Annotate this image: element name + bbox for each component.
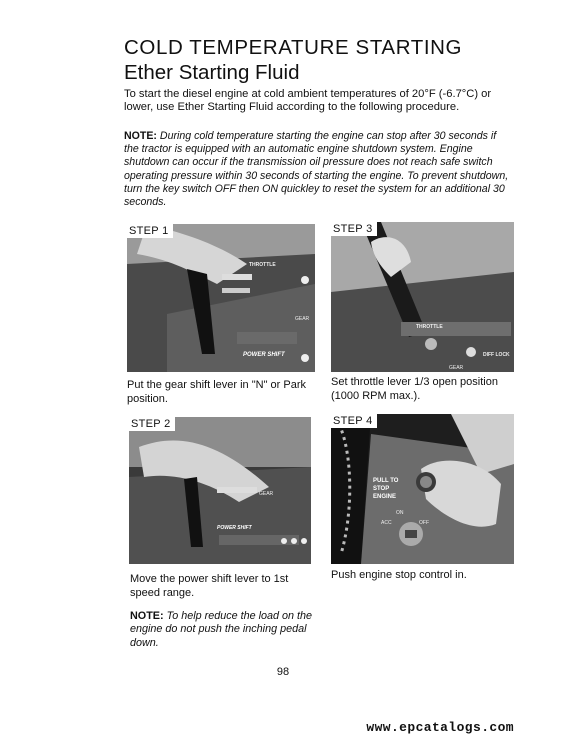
page-subtitle: Ether Starting Fluid (124, 61, 300, 84)
page-number: 98 (276, 666, 290, 678)
note-top-text: During cold temperature starting the engine can stop after 30 seconds if the tractor is equipped with an automatic engine shutdown system. Engine shutdown can occur if the transmission oil pressure does not reach safe switch operating pressure within 30 seconds of starting the engine. To prevent shutdown, turn the key switch OFF then ON quickley to reset the system for an additional 30 seconds. (124, 130, 509, 209)
step-1-label-gear: GEAR (295, 316, 310, 322)
footer-watermark: www.epcatalogs.com (366, 720, 514, 735)
step-4-label-off: OFF (419, 520, 429, 526)
step-2-illustration (129, 417, 311, 564)
step-4-photo (331, 414, 514, 564)
step-4-label-pull-to: PULL TO (373, 478, 399, 484)
step-1-photo (127, 224, 315, 372)
step-1-label: STEP 1 (127, 224, 173, 238)
step-4-illustration (331, 414, 514, 564)
step-3-caption: Set throttle lever 1/3 open position (1000 RPM max.). (331, 376, 498, 402)
step-3-label-gear: GEAR (449, 365, 464, 371)
step-2-label-power-shift: POWER SHIFT (217, 525, 252, 531)
step-3-photo (331, 222, 514, 372)
step-2-label-gear: GEAR (259, 491, 274, 497)
step-4-label: STEP 4 (331, 414, 377, 428)
step-1-caption: Put the gear shift lever in "N" or Park position. (127, 379, 306, 405)
step-3-label: STEP 3 (331, 222, 377, 236)
page-title: COLD TEMPERATURE STARTING (124, 36, 463, 59)
step-2-photo (129, 417, 311, 564)
step-3-label-throttle: THROTTLE (416, 324, 443, 330)
step-3-illustration (331, 222, 514, 372)
step-4-caption: Push engine stop control in. (331, 569, 467, 581)
intro-paragraph: To start the diesel engine at cold ambient temperatures of 20°F (-6.7°C) or lower, use Ether Starting Fluid according to the following procedure. (124, 88, 492, 114)
note-bottom (130, 610, 326, 650)
step-1-label-power-shift: POWER SHIFT (243, 352, 285, 358)
step-4-label-acc: ACC (381, 520, 392, 526)
step-4-label-engine: ENGINE (373, 494, 397, 500)
step-4-label-on: ON (396, 510, 404, 516)
step-2-caption: Move the power shift lever to 1st speed range. (130, 573, 289, 599)
step-4-label-stop: STOP (373, 486, 390, 492)
note-bottom-text: To help reduce the load on the engine do not push the inching pedal down. (130, 610, 313, 649)
step-3-label-diff-lock: DIFF LOCK (483, 352, 510, 358)
step-1-label-throttle: THROTTLE (249, 262, 276, 268)
note-top (124, 130, 510, 209)
step-1-illustration (127, 224, 315, 372)
step-2-label: STEP 2 (129, 417, 175, 431)
note-top-label: NOTE: (124, 130, 157, 142)
note-bottom-label: NOTE: (130, 610, 164, 622)
